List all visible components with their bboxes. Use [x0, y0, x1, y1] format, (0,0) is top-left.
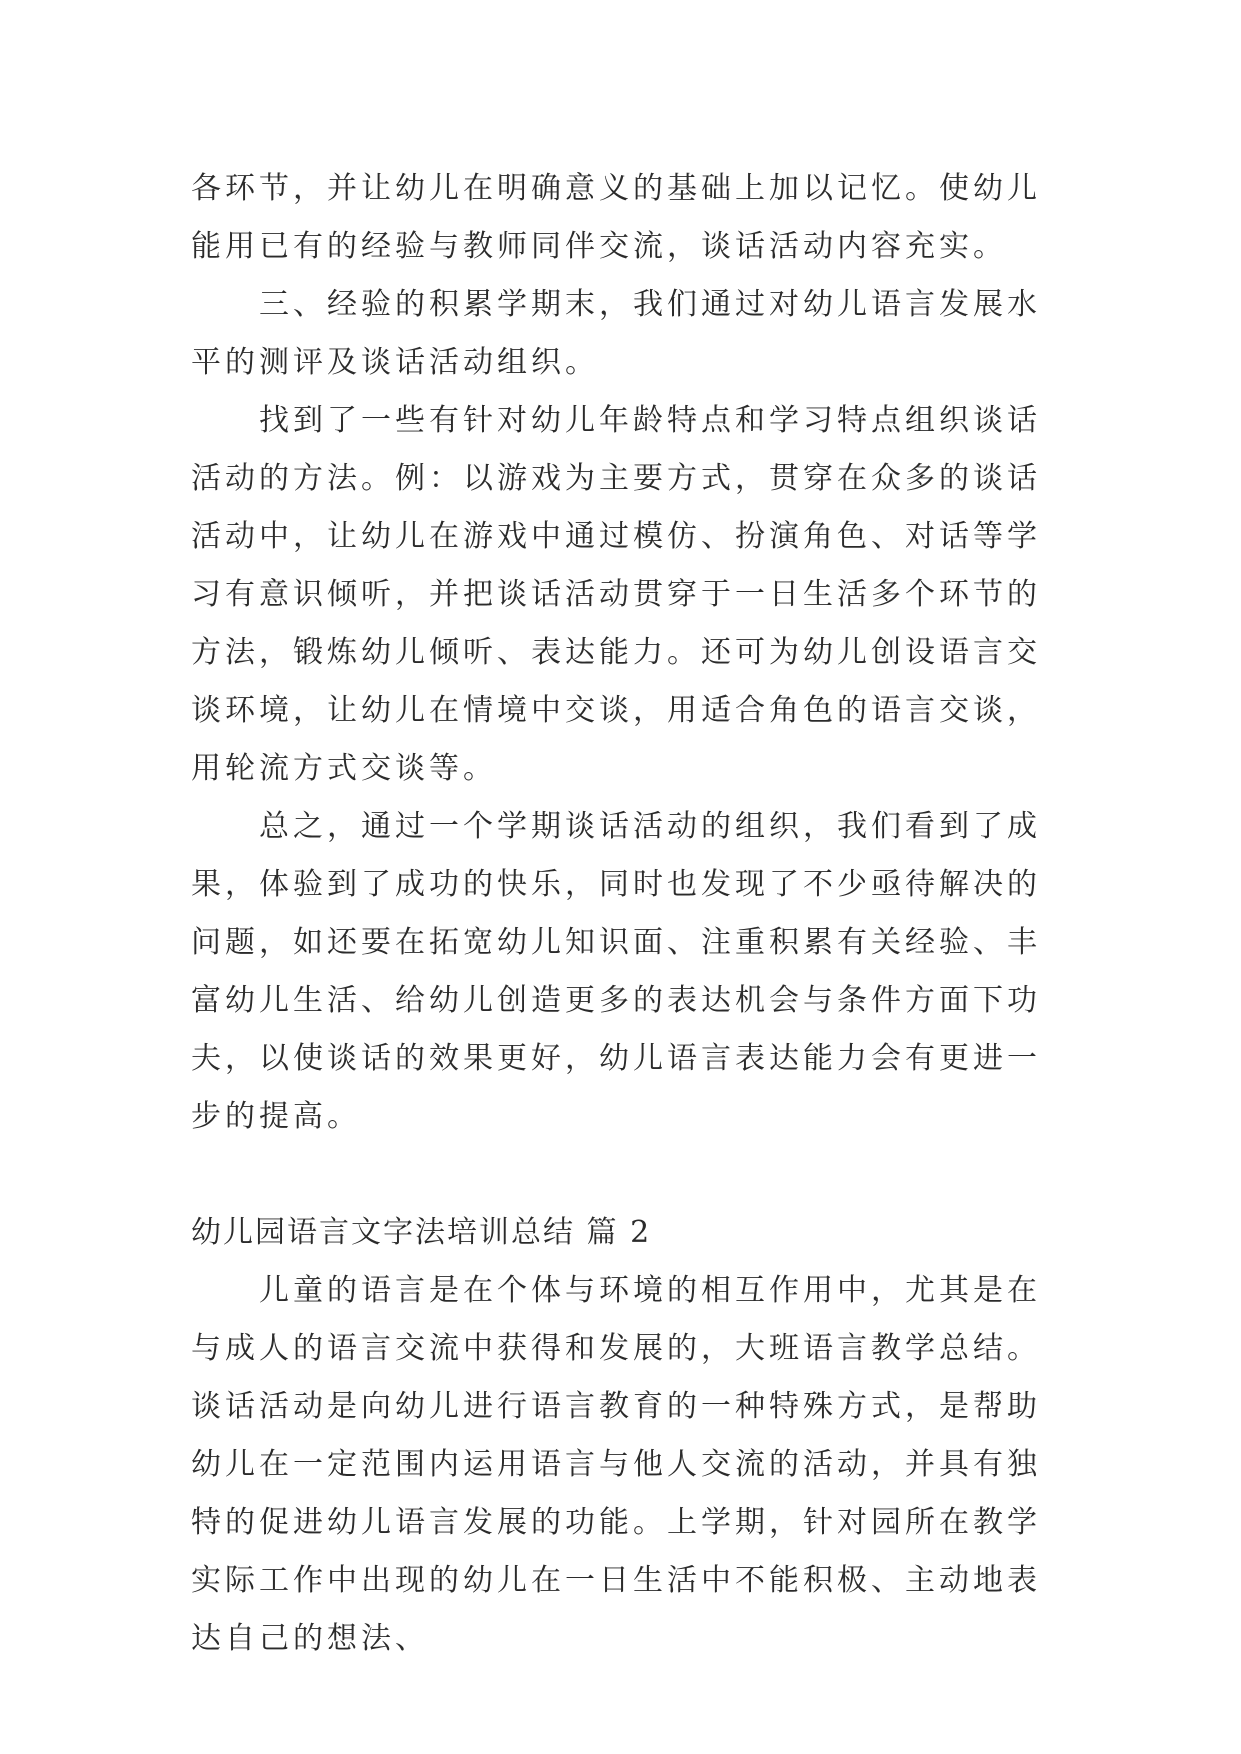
- paragraph: 找到了一些有针对幼儿年龄特点和学习特点组织谈话活动的方法。例：以游戏为主要方式，贯穿在众多的谈话活动中，让幼儿在游戏中通过模仿、扮演角色、对话等学习有意识倾听，并把谈话活动贯穿于一日生活多个环节的方法，锻炼幼儿倾听、表达能力。还可为幼儿创设语言交谈环境，让幼儿在情境中交谈，用适合角色的语言交谈，用轮流方式交谈等。: [191, 403, 1041, 786]
- document-body: [191, 160, 1051, 1668]
- paragraph: 各环节，并让幼儿在明确意义的基础上加以记忆。使幼儿能用已有的经验与教师同伴交流，谈话活动内容充实。: [191, 171, 1041, 264]
- paragraph: 总之，通过一个学期谈话活动的组织，我们看到了成果，体验到了成功的快乐，同时也发现了不少亟待解决的问题，如还要在拓宽幼儿知识面、注重积累有关经验、丰富幼儿生活、给幼儿创造更多的表达机会与条件方面下功夫，以使谈话的效果更好，幼儿语言表达能力会有更进一步的提高。: [191, 809, 1041, 1134]
- paragraph: 三、经验的积累学期末，我们通过对幼儿语言发展水平的测评及谈话活动组织。: [191, 287, 1041, 380]
- paragraph: 儿童的语言是在个体与环境的相互作用中，尤其是在与成人的语言交流中获得和发展的，大班语言教学总结。谈话活动是向幼儿进行语言教育的一种特殊方式，是帮助幼儿在一定范围内运用语言与他人交流的活动，并具有独特的促进幼儿语言发展的功能。上学期，针对园所在教学实际工作中出现的幼儿在一日生活中不能积极、主动地表达自己的想法、: [191, 1273, 1041, 1656]
- section-heading: 幼儿园语言文字法培训总结 篇 2: [191, 1215, 652, 1250]
